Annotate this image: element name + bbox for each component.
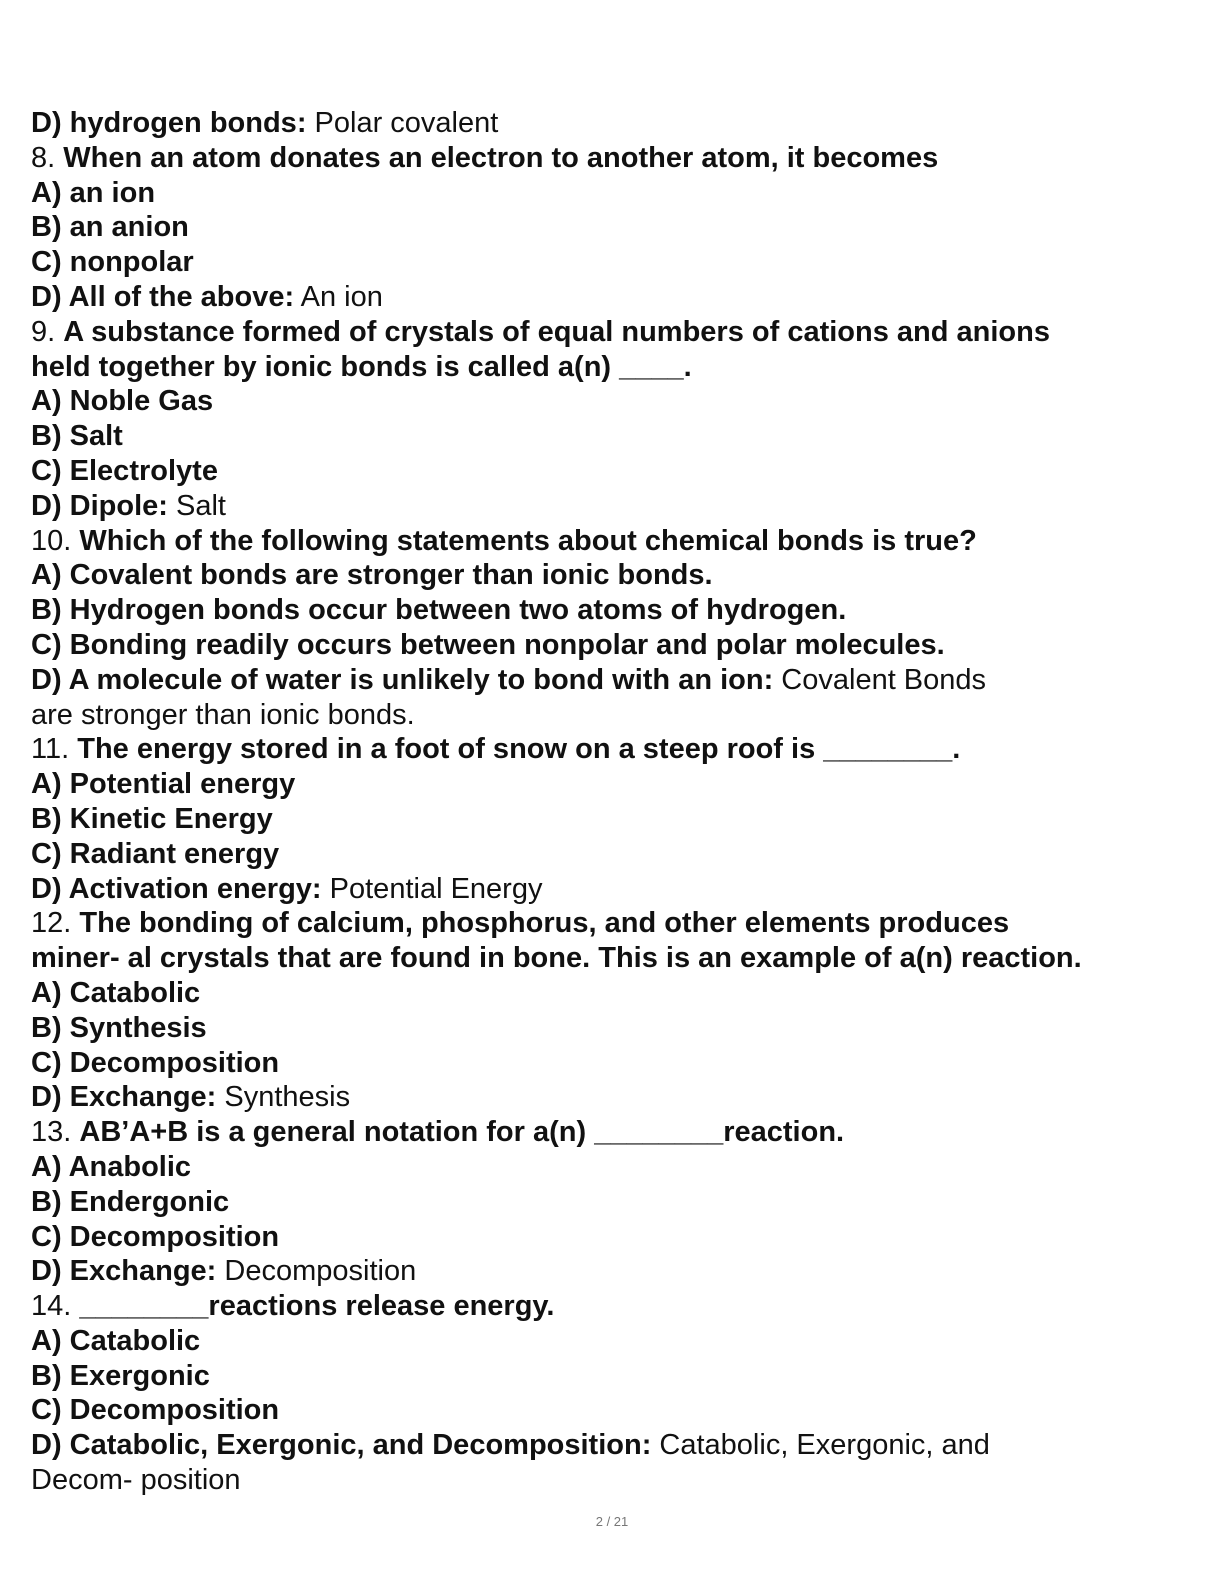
question-text: The energy stored in a foot of snow on a steep roof is ________. — [77, 733, 961, 766]
text-line — [31, 1080, 1206, 1115]
option-text: B) Endergonic — [31, 1185, 230, 1218]
option-text: A) Anabolic — [31, 1150, 192, 1183]
text-line — [31, 1220, 1206, 1255]
text-line — [31, 558, 1206, 593]
answer-text: Decomposition — [224, 1255, 417, 1288]
option-text: D) All of the above: — [31, 280, 295, 313]
text-line — [31, 1324, 1206, 1359]
text-line — [31, 906, 1206, 941]
text-line — [31, 802, 1206, 837]
option-text: D) hydrogen bonds: — [31, 107, 307, 139]
text-line — [31, 454, 1206, 489]
option-text: D) Activation energy: — [31, 872, 322, 905]
answer-text: Covalent Bonds — [781, 663, 987, 696]
text-line — [31, 245, 1206, 280]
question-text: ________reactions release energy. — [79, 1290, 555, 1323]
text-line — [31, 384, 1206, 419]
option-text: A) Covalent bonds are stronger than ionic bonds. — [31, 559, 713, 592]
question-number: 8. — [31, 141, 56, 174]
question-number: 13. — [31, 1116, 72, 1149]
question-number: 9. — [31, 315, 56, 348]
question-text: A substance formed of crystals of equal numbers of cations and anions — [63, 315, 1050, 348]
text-line — [31, 732, 1206, 767]
text-line — [31, 663, 1206, 698]
text-line — [31, 141, 1206, 176]
text-line — [31, 350, 1206, 385]
option-text: B) Exergonic — [31, 1359, 210, 1392]
document-body — [31, 106, 1206, 1498]
answer-text: Polar covalent — [314, 107, 499, 139]
text-line — [31, 524, 1206, 559]
text-line — [31, 941, 1206, 976]
question-number: 14. — [31, 1290, 72, 1323]
option-text: C) Radiant energy — [31, 837, 280, 870]
text-line — [31, 1254, 1206, 1289]
answer-text: are stronger than ionic bonds. — [31, 698, 415, 731]
option-text: C) Electrolyte — [31, 454, 218, 487]
question-text: AB’A+B is a general notation for a(n) ________reaction. — [79, 1116, 845, 1149]
answer-text: Synthesis — [224, 1081, 351, 1114]
text-line — [31, 1011, 1206, 1046]
option-text: D) Exchange: — [31, 1081, 217, 1114]
text-line — [31, 1115, 1206, 1150]
option-text: B) Synthesis — [31, 1011, 207, 1044]
option-text: C) Decomposition — [31, 1220, 280, 1253]
text-line — [31, 1046, 1206, 1081]
text-line — [31, 176, 1206, 211]
text-line — [31, 1185, 1206, 1220]
text-line — [31, 1463, 1206, 1498]
option-text: A) Catabolic — [31, 976, 201, 1009]
text-line — [31, 698, 1206, 733]
text-line — [31, 1428, 1206, 1463]
text-line — [31, 1289, 1206, 1324]
option-text: B) an anion — [31, 211, 189, 244]
option-text: held together by ionic bonds is called a(n) ____. — [31, 350, 692, 383]
option-text: B) Salt — [31, 420, 123, 453]
option-text: C) Decomposition — [31, 1046, 280, 1079]
answer-text: An ion — [300, 280, 383, 313]
option-text: C) Bonding readily occurs between nonpolar and polar molecules. — [31, 628, 945, 661]
answer-text: Catabolic, Exergonic, and — [659, 1429, 990, 1462]
page-indicator: 2 / 21 — [595, 1514, 629, 1529]
option-text: B) Kinetic Energy — [31, 802, 273, 835]
text-line — [31, 837, 1206, 872]
answer-text: Decom- position — [31, 1464, 241, 1497]
option-text: D) Dipole: — [31, 489, 168, 522]
text-line — [31, 593, 1206, 628]
text-line — [31, 767, 1206, 802]
question-number: 12. — [31, 907, 72, 940]
text-line — [31, 1150, 1206, 1185]
text-line — [31, 489, 1206, 524]
option-text: D) Catabolic, Exergonic, and Decomposition: — [31, 1429, 652, 1462]
text-line — [31, 1359, 1206, 1394]
question-number: 10. — [31, 524, 72, 557]
option-text: A) Catabolic — [31, 1324, 201, 1357]
option-text: C) Decomposition — [31, 1394, 280, 1427]
text-line — [31, 976, 1206, 1011]
option-text: A) Potential energy — [31, 768, 296, 801]
text-line — [31, 210, 1206, 245]
question-text: The bonding of calcium, phosphorus, and other elements produces — [79, 907, 1010, 940]
text-line — [31, 628, 1206, 663]
answer-text: Potential Energy — [329, 872, 543, 905]
option-text: C) nonpolar — [31, 246, 194, 279]
text-line — [31, 315, 1206, 350]
text-line — [31, 280, 1206, 315]
option-text: miner- al crystals that are found in bone. This is an example of a(n) reaction. — [31, 942, 1082, 975]
option-text: A) Noble Gas — [31, 385, 214, 418]
answer-text: Salt — [176, 489, 226, 522]
text-line — [31, 419, 1206, 454]
text-line — [31, 106, 1206, 141]
question-text: Which of the following statements about chemical bonds is true? — [79, 524, 977, 557]
option-text: D) A molecule of water is unlikely to bond with an ion: — [31, 663, 774, 696]
question-text: When an atom donates an electron to another atom, it becomes — [63, 141, 939, 174]
option-text: D) Exchange: — [31, 1255, 217, 1288]
option-text: B) Hydrogen bonds occur between two atoms of hydrogen. — [31, 594, 847, 627]
question-number: 11. — [31, 733, 70, 766]
option-text: A) an ion — [31, 176, 156, 209]
text-line — [31, 872, 1206, 907]
text-line — [31, 1393, 1206, 1428]
